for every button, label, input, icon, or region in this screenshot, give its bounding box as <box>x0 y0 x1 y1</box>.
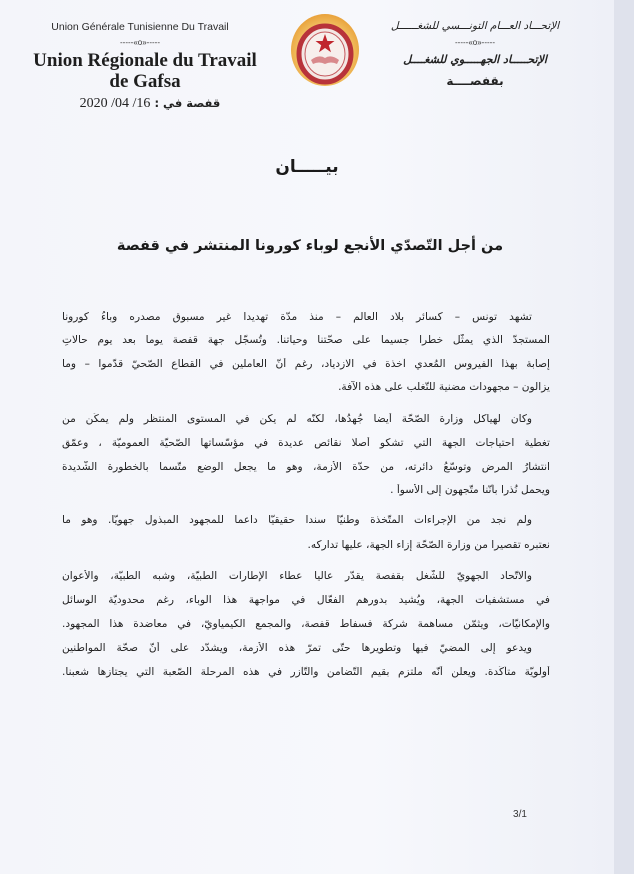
org-regional-ar: الإتحـــــاد الجهـــــوي للشغــــل <box>403 53 547 66</box>
scan-edge <box>614 0 634 874</box>
paragraph-4-line-1: والاتّحاد الجهويّ للشّغل بقفصة يقدّر عاليا عطاء الإطارات الطّبيّة، وشبه الطّبيّة، والأعوان <box>62 570 532 582</box>
org-regional-fr-line1: Union Régionale du Travail <box>33 50 257 71</box>
paragraph-1-line-3: إصابة بهذا الفيروس المُعدي آخذة في الازدياد، رغم أنّ العاملين في القطاع الصّحيّ قدّموا – وما <box>62 358 550 370</box>
paragraph-4-line-4: ويدعو إلى المضيّ فيها وتطويرها حتّى تمرّ هذه الأزمة، ويشدّد على أنّ صحّة المواطنين <box>62 642 532 654</box>
org-city-ar: بقفصــــة <box>446 74 504 88</box>
separator-ar: -----«o»----- <box>455 38 495 47</box>
paragraph-2-line-1: وكان لهياكل وزارة الصّحّة أيضا جُهدُها، لكنّه لم يكن في المستوى المنتظر ولم يمكّن من <box>62 413 532 425</box>
document-date <box>60 96 240 112</box>
org-regional-fr-line2: de Gafsa <box>109 71 181 92</box>
paragraph-3-line-2: نعتبره تقصيرا من وزارة الصّحّة إزاء الجهة، عليها تداركه. <box>307 539 550 551</box>
paragraph-2-line-3: انتشارُ المرض وتوسّعُ دائرته، من حدّة الأزمة، وهو ما يجعل الوضع متّسما بالخطورة الشّديدة <box>62 461 550 473</box>
date-label: قفصة في : <box>154 96 221 110</box>
page-number: 3/1 <box>513 809 527 820</box>
org-general-fr: Union Générale Tunisienne Du Travail <box>51 21 229 33</box>
document-subtitle: من أجل التّصدّي الأنجع لوباء كورونا المنتشر في قفصة <box>116 238 504 254</box>
ugtt-emblem-icon <box>289 12 361 88</box>
paragraph-1-line-2: المستجدّ الّذي يمثّل خطرا جسيما على صحّتنا وحياتنا. وتُسجّل جهة قفصة يوما بعد يوم حالاتِ <box>62 334 550 346</box>
date-value: 2020 /04 /16 <box>79 96 151 111</box>
paragraph-2-line-2: تغطية احتياجات الجهة الّتي تشكو أصلا نقائص عديدة في مؤسّساتها الصّحيّة العموميّة ، وعمّق <box>62 437 550 449</box>
paragraph-1-line-1: تشهد تونس – كسائر بلاد العالم – منذ مدّة تهديدا غير مسبوق مصدره وباءُ كورونا <box>62 311 532 323</box>
paragraph-2-line-4: ويحمل نُذرا بأنّنا متّجهون إلى الأسوأ . <box>390 484 550 496</box>
org-general-ar: الإتحـــاد العـــام التونـــسي للشغــــــل <box>390 20 560 32</box>
separator-fr: -----«o»----- <box>120 38 160 47</box>
paragraph-4-line-3: والإمكانيّات، ويثمّن مساهمة شركة فسفاط قفصة، والمجمع الكيمياويّ، في معاضدة هذا المجهود. <box>62 618 550 630</box>
paragraph-1-line-4: يزالون – مجهودات مضنية للتّغلّب على هذه الآفة. <box>338 381 550 393</box>
document-title: بيـــــان <box>275 157 339 177</box>
paragraph-4-line-5: أولويّة متأكّدة. ويعلن أنّه ملتزم بقيم التّضامن والتّآزر في هذه المرحلة الصّعبة الّتي يجتازها شعبنا. <box>62 666 550 678</box>
paragraph-3-line-1: ولم نجد من الإجراءات المتّخذة وطنيّا سندا حقيقيّا داعما للمجهود المبذول جهويّا. وهو ما <box>62 514 532 526</box>
paragraph-4-line-2: في مستشفيات الجهة، ويُشيد بدورهم الفعّال في مواجهة هذا الوباء، رغم محدوديّة الوسائل <box>62 594 550 606</box>
